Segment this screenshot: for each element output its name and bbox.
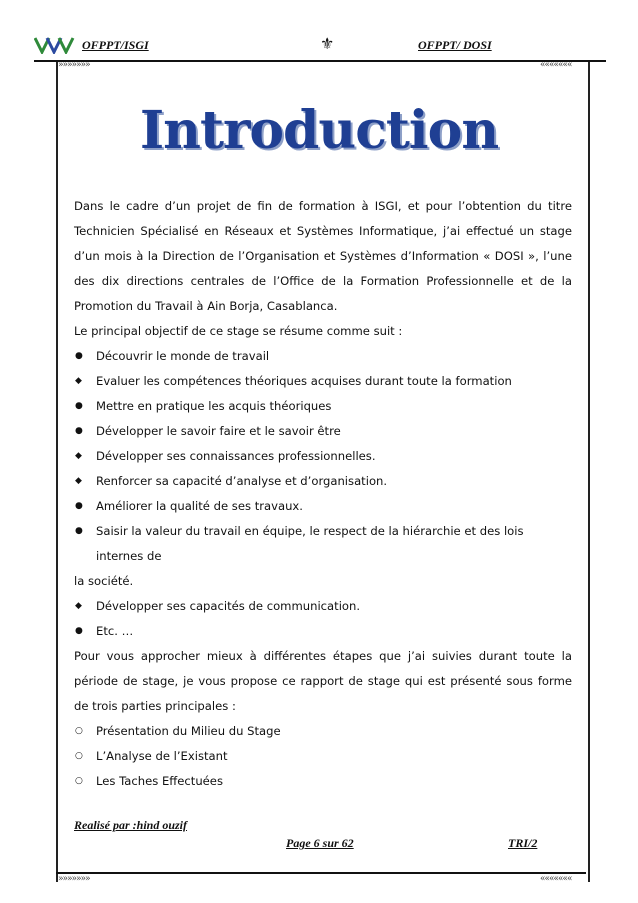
intro-paragraph: Dans le cadre d’un projet de fin de formation à ISGI, et pour l’obtention du titre Technicien Spécialisé en Réseaux et Systèmes Informatique, j’ai effectué un stage d’un mois à la Direction de l’Organisation et Systèmes d’Information « DOSI », l’une des dix directions centrales de l’Office de la Formation Professionnelle et de la Promotion du Travail à Ain Borja, Casablanca. — [74, 199, 572, 313]
footer-group: TRI/2 — [508, 836, 538, 850]
list-item-continuation: la société. — [74, 574, 134, 588]
footer-rule — [56, 872, 586, 874]
list-item: ● Développer le savoir faire et le savoir être — [74, 419, 572, 444]
bullet-icon: ● — [75, 501, 83, 511]
list-item: ● Etc. … — [74, 619, 572, 644]
bullet-icon: ● — [75, 426, 83, 436]
part-item: ○ Présentation du Milieu du Stage — [74, 719, 572, 744]
page-title: Introduction — [139, 100, 499, 161]
part-item: ○ Les Taches Effectuées — [74, 769, 572, 794]
list-item: ◆ Renforcer sa capacité d’analyse et d’organisation. — [74, 469, 572, 494]
list-item: ◆ Développer ses connaissances professionnelles. — [74, 444, 572, 469]
bullet-icon: ◆ — [75, 376, 82, 386]
page-header — [34, 34, 606, 62]
bullet-icon: ◆ — [75, 451, 82, 461]
corner-ornament-bottom-left: »»»»»»» — [58, 874, 90, 884]
circle-bullet-icon: ○ — [75, 726, 83, 736]
corner-ornament-bottom-right: ««««««« — [540, 874, 572, 884]
circle-bullet-icon: ○ — [75, 776, 83, 786]
list-item: ● Mettre en pratique les acquis théoriques — [74, 394, 572, 419]
corner-ornament-top-left: »»»»»»» — [58, 60, 90, 70]
bullet-icon: ● — [75, 351, 83, 361]
part-item: ○ L’Analyse de l’Existant — [74, 744, 572, 769]
circle-bullet-icon: ○ — [75, 751, 83, 761]
header-left-label: OFPPT/ISGI — [82, 38, 149, 52]
objective-intro: Le principal objectif de ce stage se résume comme suit : — [74, 324, 403, 338]
footer-author: Realisé par :hind ouzif — [74, 818, 188, 832]
header-ornament-icon: ⚜ — [320, 34, 335, 53]
bullet-icon: ● — [75, 401, 83, 411]
list-item: ● Découvrir le monde de travail — [74, 344, 572, 369]
footer-page-number: Page 6 sur 62 — [286, 836, 354, 850]
list-item: ◆ Evaluer les compétences théoriques acquises durant toute la formation — [74, 369, 572, 394]
bullet-icon: ◆ — [75, 476, 82, 486]
ofppt-logo-icon — [34, 36, 76, 54]
header-right-label: OFPPT/ DOSI — [418, 38, 492, 52]
list-item: ● Saisir la valeur du travail en équipe, le respect de la hiérarchie et des lois internes de — [74, 519, 572, 569]
approach-paragraph: Pour vous approcher mieux à différentes étapes que j’ai suivies durant toute la période de stage, je vous propose ce rapport de stage qui est présenté sous forme de trois parties principales : — [74, 649, 572, 713]
corner-ornament-top-right: ««««««« — [540, 60, 572, 70]
bullet-icon: ● — [75, 526, 83, 536]
bullet-icon: ● — [75, 626, 83, 636]
list-item: ◆ Développer ses capacités de communication. — [74, 594, 572, 619]
body-content — [74, 194, 572, 794]
list-item: ● Améliorer la qualité de ses travaux. — [74, 494, 572, 519]
bullet-icon: ◆ — [75, 601, 82, 611]
